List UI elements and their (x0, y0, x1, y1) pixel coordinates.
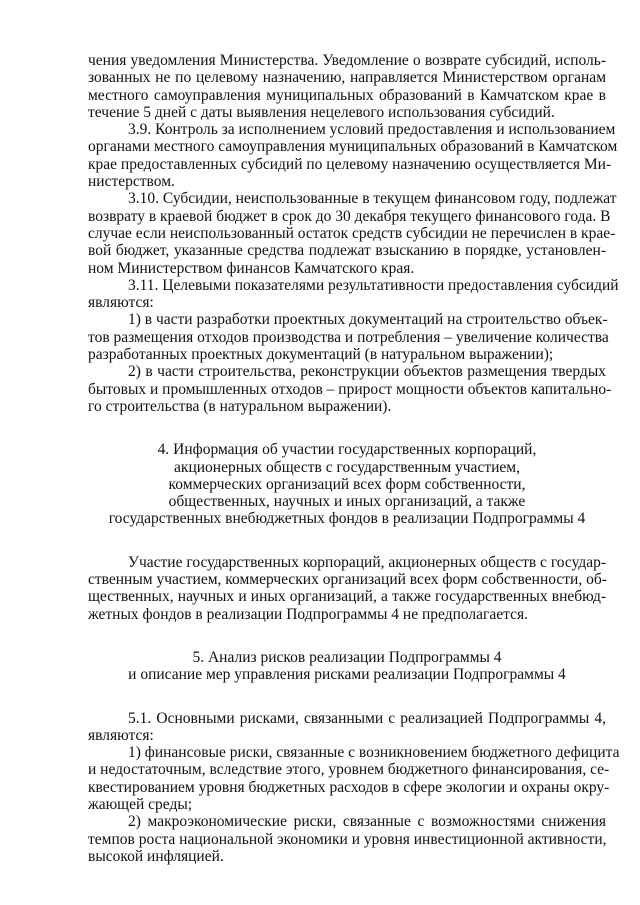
text-line: местного самоуправления муниципальных образований в Камчатском крае в (88, 86, 606, 104)
paragraph-subsidy-return-notice (88, 52, 606, 121)
text-line: щественных, научных и иных организаций, а также государственных внебюд- (88, 588, 606, 606)
text-line: 3.10. Субсидии, неиспользованные в текущем финансовом году, подлежат (128, 190, 617, 208)
text-line: жающей среды; (88, 795, 193, 813)
text-line: 3.11. Целевыми показателями результативности предоставления субсидий (128, 276, 619, 294)
text-line: течение 5 дней с даты выявления нецелевого использования субсидий. (88, 103, 555, 121)
text-line: го строительства (в натуральном выражении). (88, 397, 392, 415)
document-page (88, 52, 620, 865)
heading-line: и описание мер управления рисками реализации Подпрограммы 4 (128, 666, 566, 684)
text-line: 2) макроэкономические риски, связанные с возможностями снижения (128, 813, 606, 831)
paragraph-5-1 (88, 710, 606, 745)
section-heading-5 (88, 649, 606, 684)
heading-line: 4. Информация об участии государственных корпораций, (157, 441, 537, 459)
text-line: 5.1. Основными рисками, связанными с реализацией Подпрограммы 4, (128, 709, 606, 727)
heading-line: акционерных обществ с государственным участием, (174, 458, 520, 476)
text-line: возврату в краевой бюджет в срок до 30 декабря текущего финансового года. В (88, 207, 611, 225)
list-item-1-design-docs (88, 311, 609, 364)
heading-line: коммерческих организаций всех форм собственности, (168, 475, 526, 493)
list-item-2-construction (88, 363, 612, 415)
heading-line: государственных внебюджетных фондов в реализации Подпрограммы 4 (108, 510, 586, 528)
text-line: крае предоставленных субсидий по целевому назначению осуществляется Ми- (88, 155, 612, 173)
text-line: квестированием уровня бюджетных расходов в сфере экологии и охраны окру- (88, 778, 610, 796)
text-line: нистерством. (88, 173, 175, 191)
text-line: разработанных проектных документаций (в натуральном выражении); (88, 346, 554, 364)
text-line: 1) финансовые риски, связанные с возникновением бюджетного дефицита (128, 744, 620, 762)
text-line: чения уведомления Министерства. Уведомление о возврате субсидий, исполь- (88, 52, 606, 69)
text-line: темпов роста национальной экономики и уровня инвестиционной активности, (88, 830, 607, 848)
heading-line: 5. Анализ рисков реализации Подпрограммы 4 (192, 648, 502, 666)
text-line: вой бюджет, указанные средства подлежат взысканию в порядке, установлен- (88, 242, 606, 260)
paragraph-3-11 (88, 276, 619, 312)
list-item-2-macroeconomic-risks (88, 813, 606, 865)
text-line: ном Министерством финансов Камчатского края. (88, 259, 415, 277)
text-line: органами местного самоуправления муниципальных образований в Камчатском (88, 138, 618, 156)
paragraph-3-9 (88, 121, 618, 191)
text-line: высокой инфляцией. (88, 847, 224, 865)
text-line: случае если неиспользованный остаток средств субсидии не перечислен в крае- (88, 224, 616, 242)
text-line: являются: (88, 726, 154, 744)
paragraph-section-4 (88, 554, 606, 623)
text-line: 1) в части разработки проектных документаций на строительство объек- (128, 311, 608, 329)
text-line: тов размещения отходов производства и потребления – увеличение количества (88, 328, 609, 346)
text-line: и недостаточным, вследствие этого, уровнем бюджетного финансирования, се- (88, 761, 610, 779)
text-line: являются: (88, 294, 154, 312)
section-heading-4 (88, 441, 606, 527)
text-line: Участие государственных корпораций, акционерных обществ с государ- (128, 553, 607, 571)
text-line: зованных не по целевому назначению, направляется Министерством органам (88, 69, 606, 87)
text-line: 3.9. Контроль за исполнением условий предоставления и использованием (128, 121, 616, 139)
text-line: 2) в части строительства, реконструкции объектов размещения твердых (128, 363, 606, 381)
text-line: бытовых и промышленных отходов – прирост мощности объектов капитально- (88, 380, 612, 398)
text-line: ственным участием, коммерческих организаций всех форм собственности, об- (88, 571, 607, 589)
list-item-1-financial-risks (88, 744, 620, 813)
text-line: жетных фондов в реализации Подпрограммы 4 не предполагается. (88, 605, 529, 623)
paragraph-3-10 (88, 190, 617, 277)
heading-line: общественных, научных и иных организаций, а также (168, 493, 526, 511)
